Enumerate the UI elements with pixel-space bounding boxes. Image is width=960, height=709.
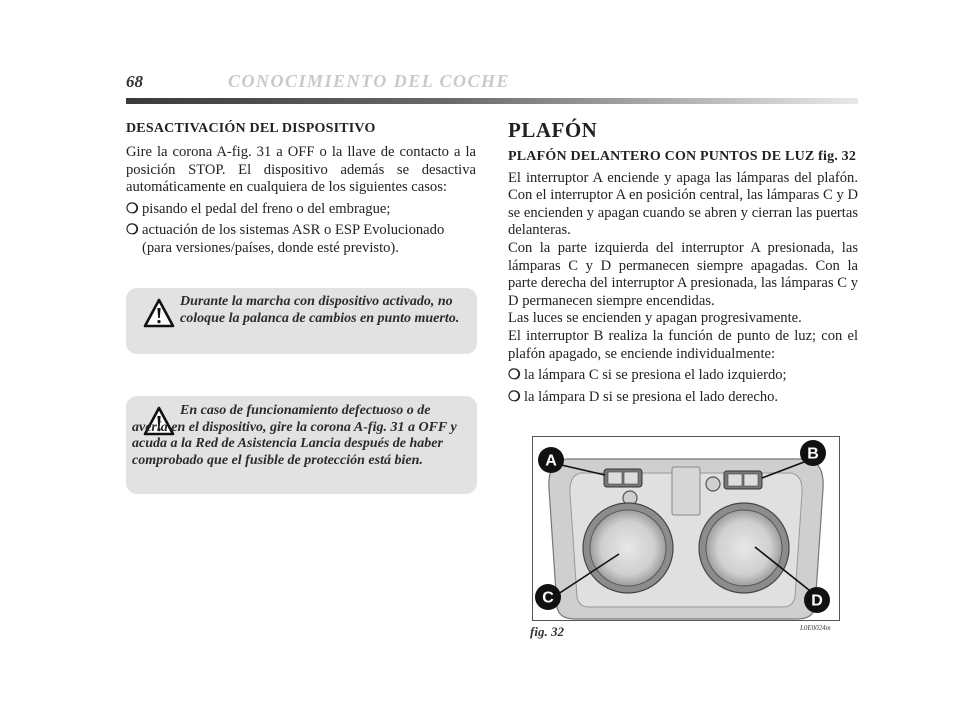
left-column bbox=[126, 120, 476, 258]
section-title: PLAFÓN bbox=[508, 118, 598, 142]
warning-box bbox=[126, 396, 477, 494]
callout-b-label: B bbox=[807, 445, 819, 463]
figure-code: L0E0024m bbox=[800, 624, 831, 632]
paragraph: Con la parte izquierda del interruptor A presionada, las lámparas C y D permanecen siempre apagadas. Con la parte derecha del interruptor A presionada, las lámparas C y D permanecen siempre encendidas. bbox=[508, 239, 858, 309]
list-item bbox=[126, 201, 476, 219]
bullet-icon: ❍ bbox=[508, 389, 521, 405]
section-heading: DESACTIVACIÓN DEL DISPOSITIVO bbox=[126, 121, 376, 136]
paragraph: Las luces se encienden y apagan progresivamente. bbox=[508, 310, 802, 327]
warning-box bbox=[126, 288, 477, 354]
right-column bbox=[508, 120, 858, 406]
list-item bbox=[508, 367, 858, 385]
subsection-heading: PLAFÓN DELANTERO CON PUNTOS DE LUZ fig. 32 bbox=[508, 148, 857, 164]
list-item-text: la lámpara D si se presiona el lado derecho. bbox=[524, 388, 779, 405]
paragraph: El interruptor A enciende y apaga las lámparas del plafón. Con el interruptor A en posición central, las lámparas C y D se encienden y apagan cuando se abren y cierran las puertas delanteras. bbox=[508, 169, 858, 239]
bullet-icon: ❍ bbox=[126, 201, 139, 217]
warning-text: Durante la marcha con dispositivo activado, no coloque la palanca de cambios en punto muerto. bbox=[180, 294, 460, 326]
bullet-icon: ❍ bbox=[126, 223, 139, 239]
list-item-text: la lámpara C si se presiona el lado izquierdo; bbox=[524, 367, 787, 384]
ceiling-light-figure bbox=[532, 436, 840, 621]
page-number: 68 bbox=[126, 72, 143, 91]
header-rule bbox=[126, 98, 858, 104]
list-item bbox=[126, 222, 476, 257]
warning-text: En caso de funcionamiento defectuoso o de avería en el dispositivo, gire la corona A-fig. 31 a OFF y acuda a la Red de Asistencia Lancia después de haber comprobado que el fusible de protección está bien. bbox=[132, 403, 457, 468]
warning-triangle-icon bbox=[143, 298, 175, 328]
intro-paragraph: Gire la corona A-fig. 31 a OFF o la llave de contacto a la posición STOP. El dispositivo además se desactiva automáticamente en cualquiera de los siguientes casos: bbox=[126, 144, 476, 196]
figure-caption: fig. 32 bbox=[530, 624, 564, 639]
callout-c-label: C bbox=[542, 589, 554, 607]
ceiling-light-illustration bbox=[533, 437, 839, 620]
paragraph: El interruptor B realiza la función de punto de luz; con el plafón apagado, se enciende individualmente: bbox=[508, 327, 858, 362]
bullet-icon: ❍ bbox=[508, 368, 521, 384]
list-item-text: actuación de los sistemas ASR o ESP Evolucionado (para versiones/países, donde esté previsto). bbox=[142, 222, 445, 256]
callout-d-label: D bbox=[811, 592, 823, 610]
list-item bbox=[508, 389, 858, 407]
running-title: CONOCIMIENTO DEL COCHE bbox=[228, 71, 511, 91]
list-item-text: pisando el pedal del freno o del embrague; bbox=[142, 200, 391, 217]
callout-a-label: A bbox=[545, 452, 557, 470]
